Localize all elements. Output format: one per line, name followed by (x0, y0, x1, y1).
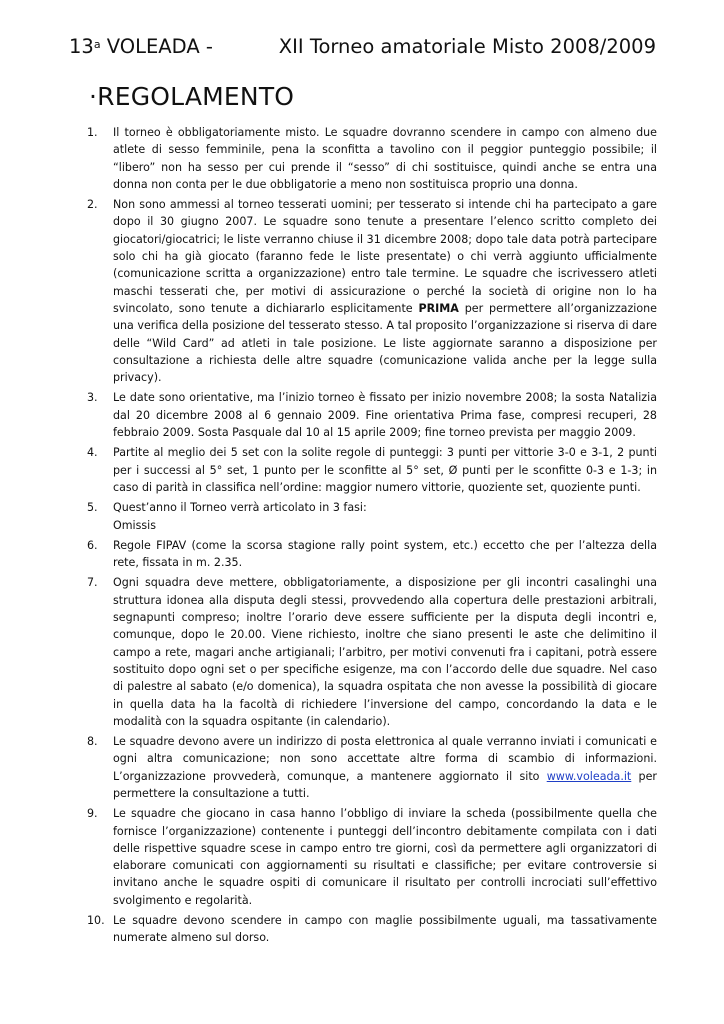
rule-text-part: Le squadre devono avere un indirizzo di posta elettronica al quale verranno inviati i comunicati e ogni altra comunicazione; non sono accettate altre forma di scambio di informazioni. L’organizzazione provvederà, comunque, a mantenere aggiornato il sito (113, 735, 657, 783)
organization-name: VOLEADA - (106, 35, 213, 58)
rule-text: Le squadre devono scendere in campo con maglie possibilmente uguali, ma tassativamente numerate almeno sul dorso. (113, 914, 657, 945)
rule-number: 10. (87, 914, 105, 928)
rule-text: Ogni squadra deve mettere, obbligatoriamente, a disposizione per gli incontri casalinghi una struttura idonea alla disputa degli stessi, provvedendo alla copertura delle prestazioni arbitrali, segnapunti compreso; inoltre l’orario deve essere sufficiente per la disputa degli incontri e, comunque, dopo le 20.00. Viene richiesto, inoltre che siano presenti le aste che delimitino il campo a rete, magari anche artigianali; l’arbitro, per motivi convenuti fra i capitani, potrà essere sostituito dopo ogni set o per specifiche esigenze, ma con l’accordo delle due squadre. Nel caso di palestre al sabato (e/o domenica), la squadra ospitata che non avesse la possibilità di giocare in quella data ha la facoltà di richiedere l’inversione del campo, concordando la data e le modalità con la squadra ospitante (in calendario). (113, 576, 657, 728)
rule-item (87, 196, 657, 386)
edition-number: 13 (69, 35, 94, 58)
rule-text: Il torneo è obbligatoriamente misto. Le squadre dovranno scendere in campo con almeno due atlete di sesso femminile, pena la sconfitta a tavolino con il peggior punteggio possibile; il “libero” non ha sesso per cui prende il “sesso” di chi sostituisce, quindi anche se entra una donna non conta per le due obbligatorie a meno non sostituisca proprio una donna. (113, 126, 657, 191)
rule-text (113, 733, 657, 802)
header-organization (69, 33, 213, 61)
rule-text: Quest’anno il Torneo verrà articolato in 3 fasi: (113, 501, 367, 515)
rule-text: Partite al meglio dei 5 set con la solite regole di punteggi: 3 punti per vittorie 3-0 e 3-1, 2 punti per i successi al 5° set, 1 punto per le sconfitte al 5° set, Ø punti per le sconfitte 0-3 e 1-3; in caso di parità in classifica nell’ordine: maggior numero vittorie, quoziente set, quoziente punti. (113, 446, 657, 494)
rule-number: 3. (87, 391, 98, 405)
rule-item (87, 124, 657, 193)
rule-subtext: Omissis (113, 518, 157, 532)
rule-item (87, 805, 657, 909)
document-title: ·REGOLAMENTO (89, 82, 295, 111)
rule-item (87, 444, 657, 496)
rule-item (87, 574, 657, 730)
edition-suffix: a (93, 38, 101, 51)
website-link[interactable]: www.voleada.it (546, 769, 632, 783)
rule-item (87, 733, 657, 802)
rule-item (87, 389, 657, 441)
rule-emphasis: PRIMA (418, 301, 459, 315)
rule-item (87, 912, 657, 947)
rule-number: 8. (87, 735, 98, 749)
rule-text-part: per permettere all’organizzazione una verifica della posizione del tesserato stesso. A tal proposito l’organizzazione si riserva di dare delle “Wild Card” ad atleti in tale posizione. Le liste aggiornate saranno a disposizione per consultazione a richiesta delle altre squadre (comunicazione valida anche per la legge sulla privacy). (113, 301, 657, 385)
rules-list (87, 124, 657, 950)
rule-text-part: per permettere la consultazione a tutti. (113, 769, 657, 800)
rule-text-part: Non sono ammessi al torneo tesserati uomini; per tesserato si intende chi ha partecipato a gare dopo il 30 giugno 2007. Le squadre sono tenute a presentare l’elenco scritto completo dei giocatori/giocatrici; le liste verranno chiuse il 31 dicembre 2008; dopo tale data potrà partecipare solo chi ha già giocato (faranno fede le liste presentate) o chi verrà aggiunto ufficialmente (comunicazione scritta a organizzazione) entro tale termine. Le squadre che iscrivessero atleti maschi tesserati che, per motivi di assicurazione o perché la società di origine non lo ha svincolato, sono tenute a dichiararlo esplicitamente (113, 198, 657, 315)
rule-number: 4. (87, 446, 98, 460)
rule-item (87, 499, 657, 534)
page-header (69, 33, 656, 61)
rule-text: Le date sono orientative, ma l’inizio torneo è fissato per inizio novembre 2008; la sosta Natalizia dal 20 dicembre 2008 al 6 gennaio 2009. Fine orientativa Prima fase, compresi recuperi, 28 febbraio 2009. Sosta Pasquale dal 10 al 15 aprile 2009; fine torneo prevista per maggio 2009. (113, 391, 657, 440)
tournament-title: XII Torneo amatoriale Misto 2008/2009 (278, 35, 656, 58)
rule-number: 5. (87, 501, 98, 515)
rule-item (87, 537, 657, 572)
rule-number: 6. (87, 538, 98, 552)
rule-text: Regole FIPAV (come la scorsa stagione rally point system, etc.) eccetto che per l’altezza della rete, fissata in m. 2.35. (113, 538, 657, 570)
rule-text: Le squadre che giocano in casa hanno l’obbligo di inviare la scheda (possibilmente quella che fornisce l’organizzazione) contenente i punteggi dell’incontro debitamente compilata con i dati delle rispettive squadre scese in campo entro tre giorni, così da permettere agli organizzatori di elaborare comunicati con aggiornamenti su risultati e classifiche; per evitare controversie si invitano anche le squadre ospiti di comunicare il risultato per controlli incrociati sull’effettivo svolgimento e regolarità. (113, 807, 657, 907)
rule-text (113, 196, 657, 386)
rule-number: 9. (87, 807, 98, 821)
rule-number: 7. (87, 576, 98, 590)
rule-number: 1. (87, 126, 98, 139)
rule-number: 2. (87, 198, 98, 212)
